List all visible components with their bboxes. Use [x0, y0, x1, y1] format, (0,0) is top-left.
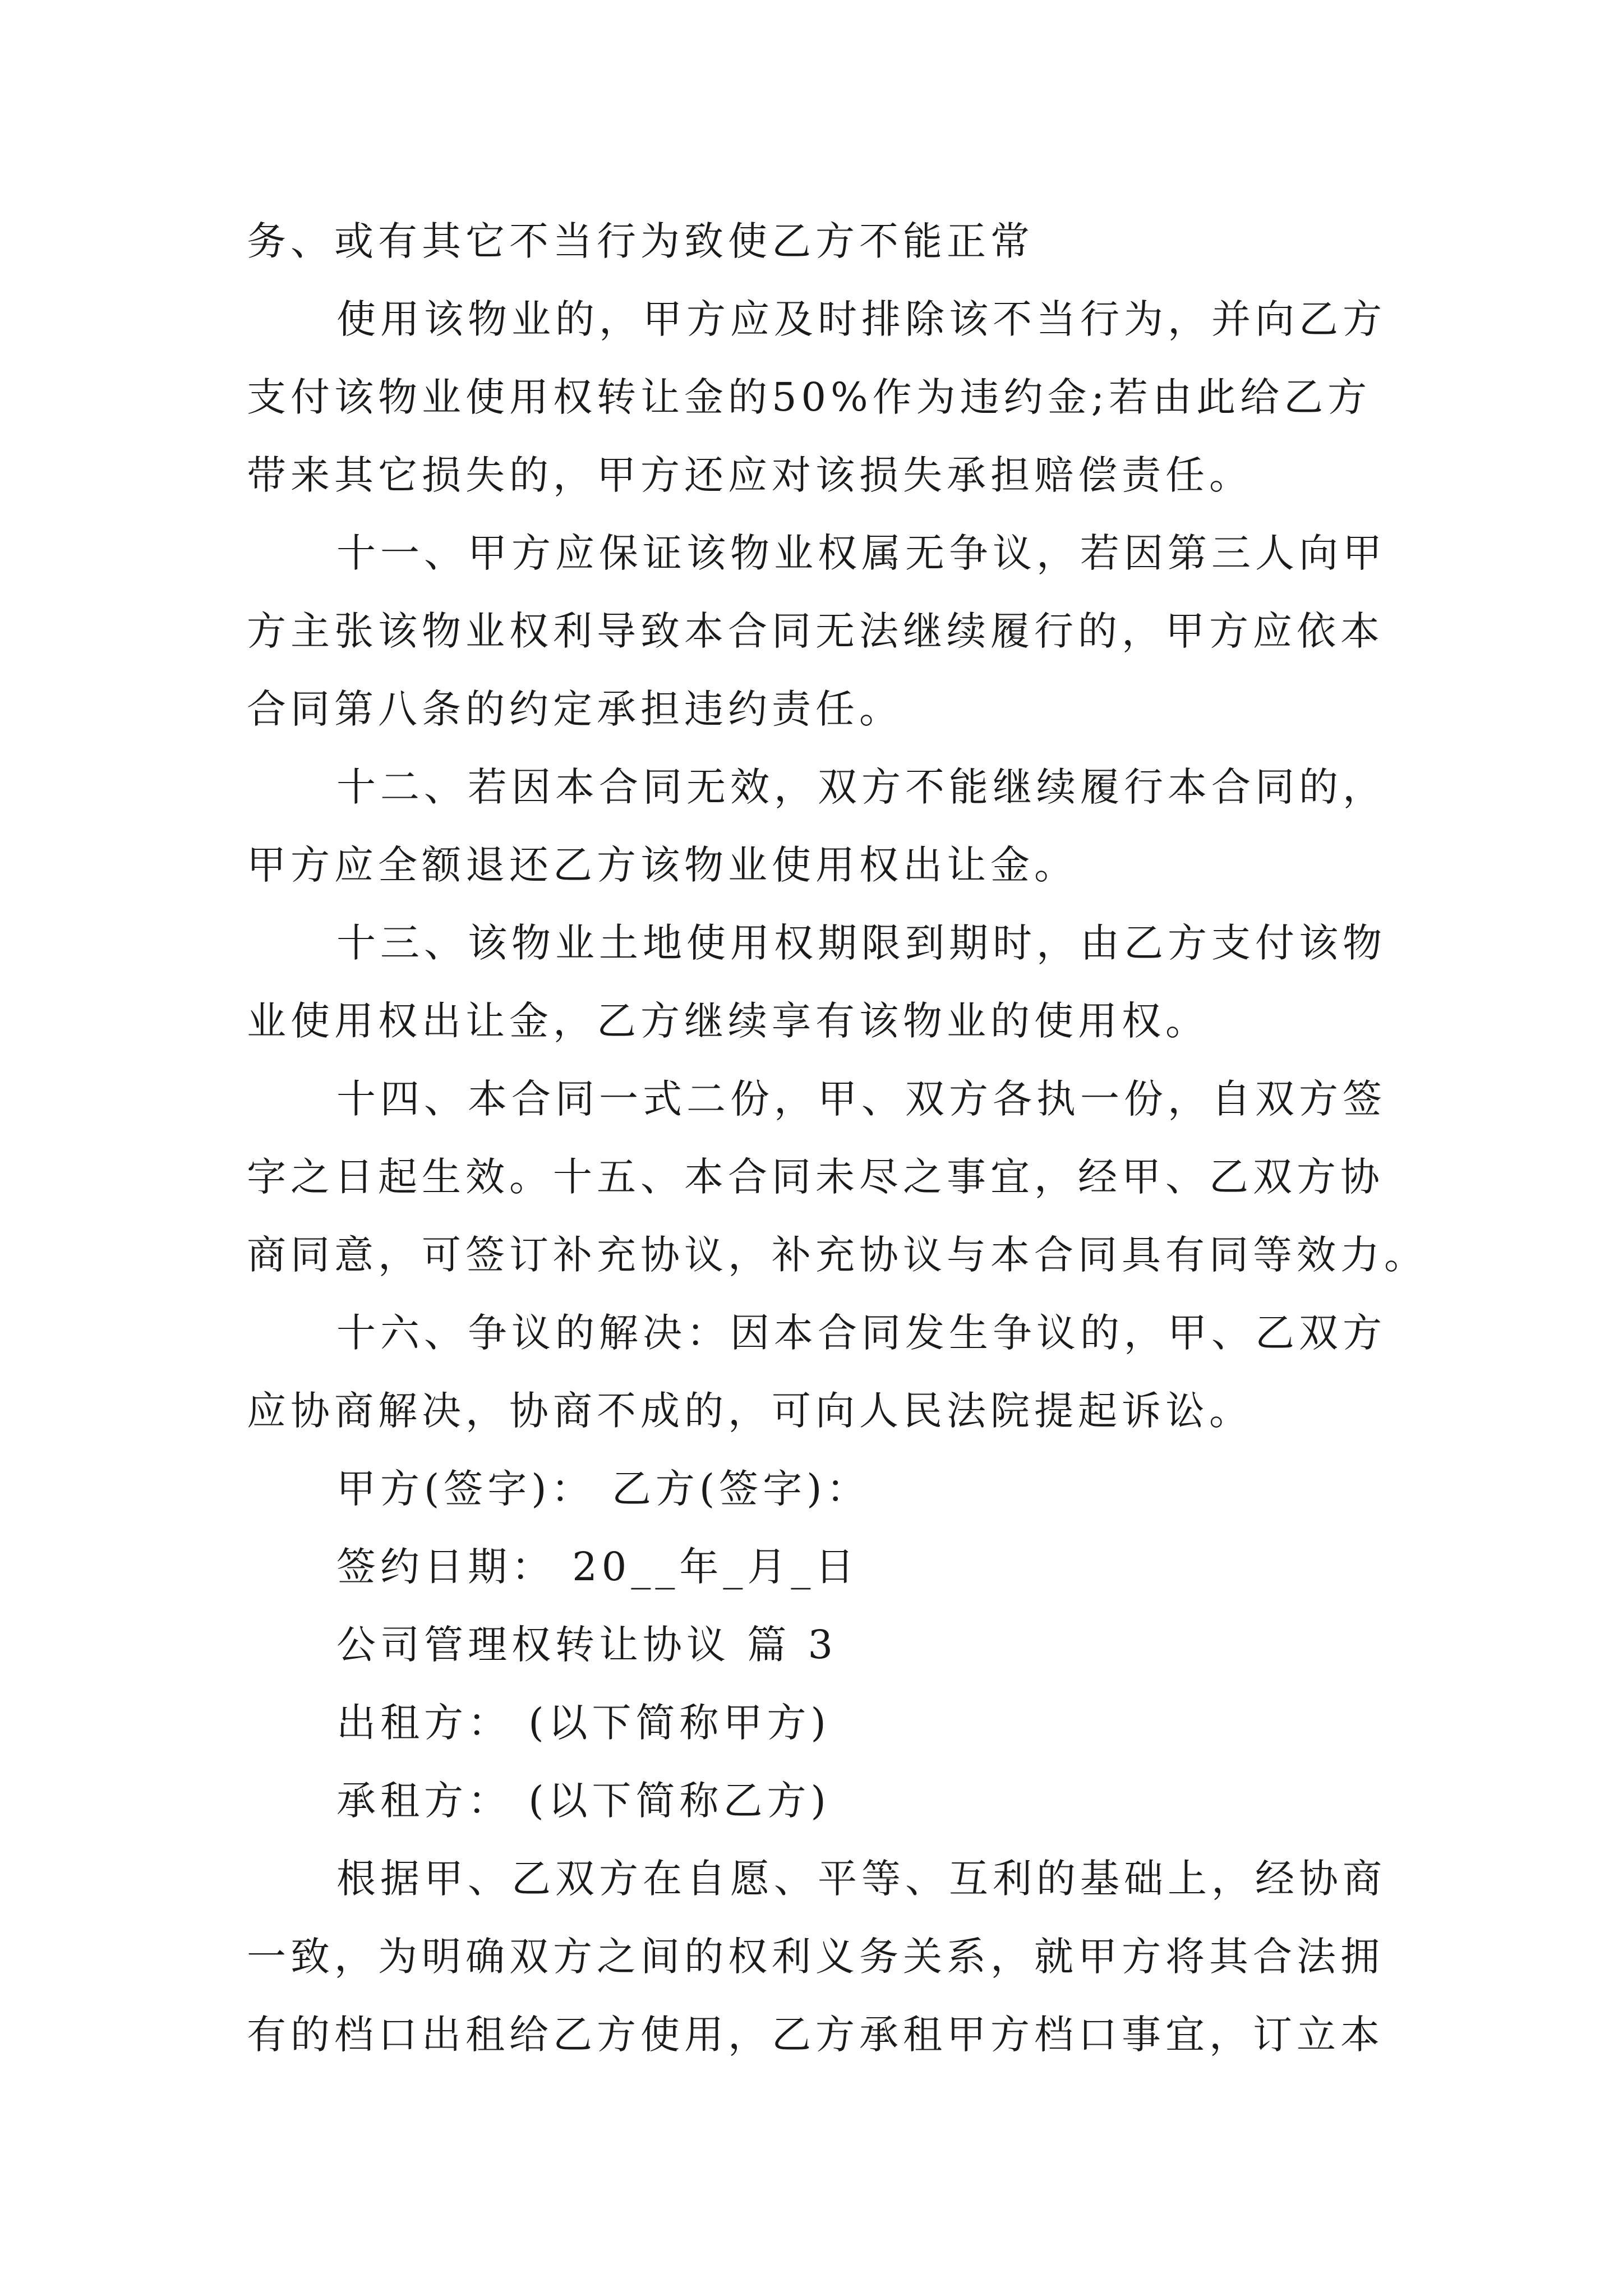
text-line: 字之日起生效。十五、本合同未尽之事宜，经甲、乙双方协: [247, 1154, 1384, 1200]
signature-line: 甲方(签字)： 乙方(签字)：: [336, 1466, 870, 1512]
text-line: 支付该物业使用权转让金的50%作为违约金;若由此给乙方: [247, 374, 1372, 420]
text-line: 十一、甲方应保证该物业权属无争议，若因第三人向甲: [336, 530, 1386, 576]
text-line: 十三、该物业土地使用权期限到期时，由乙方支付该物: [336, 920, 1386, 966]
signing-date-line: 签约日期： 20__年_月_日: [336, 1544, 859, 1590]
lessee-line: 承租方： (以下简称乙方): [336, 1778, 831, 1824]
text-line: 十二、若因本合同无效，双方不能继续履行本合同的，: [336, 764, 1386, 810]
section-heading: 公司管理权转让协议 篇 3: [336, 1622, 838, 1668]
text-line: 根据甲、乙双方在自愿、平等、互利的基础上，经协商: [336, 1856, 1386, 1902]
text-line: 带来其它损失的，甲方还应对该损失承担赔偿责任。: [247, 452, 1253, 498]
text-line: 使用该物业的，甲方应及时排除该不当行为，并向乙方: [336, 296, 1386, 342]
text-line: 一致，为明确双方之间的权利义务关系，就甲方将其合法拥: [247, 1934, 1384, 1980]
text-line: 甲方应全额退还乙方该物业使用权出让金。: [247, 842, 1078, 888]
text-line: 十六、争议的解决：因本合同发生争议的，甲、乙双方: [336, 1310, 1386, 1356]
text-line: 业使用权出让金，乙方继续享有该物业的使用权。: [247, 998, 1209, 1044]
text-line: 方主张该物业权利导致本合同无法继续履行的，甲方应依本: [247, 608, 1384, 654]
text-line: 务、或有其它不当行为致使乙方不能正常: [247, 218, 1034, 264]
text-line: 商同意，可签订补充协议，补充协议与本合同具有同等效力。: [247, 1232, 1428, 1278]
text-line: 应协商解决，协商不成的，可向人民法院提起诉讼。: [247, 1388, 1253, 1434]
text-line: 有的档口出租给乙方使用，乙方承租甲方档口事宜，订立本: [247, 2012, 1384, 2058]
text-line: 合同第八条的约定承担违约责任。: [247, 686, 903, 732]
lessor-line: 出租方： (以下简称甲方): [336, 1700, 831, 1746]
text-line: 十四、本合同一式二份，甲、双方各执一份，自双方签: [336, 1076, 1386, 1122]
